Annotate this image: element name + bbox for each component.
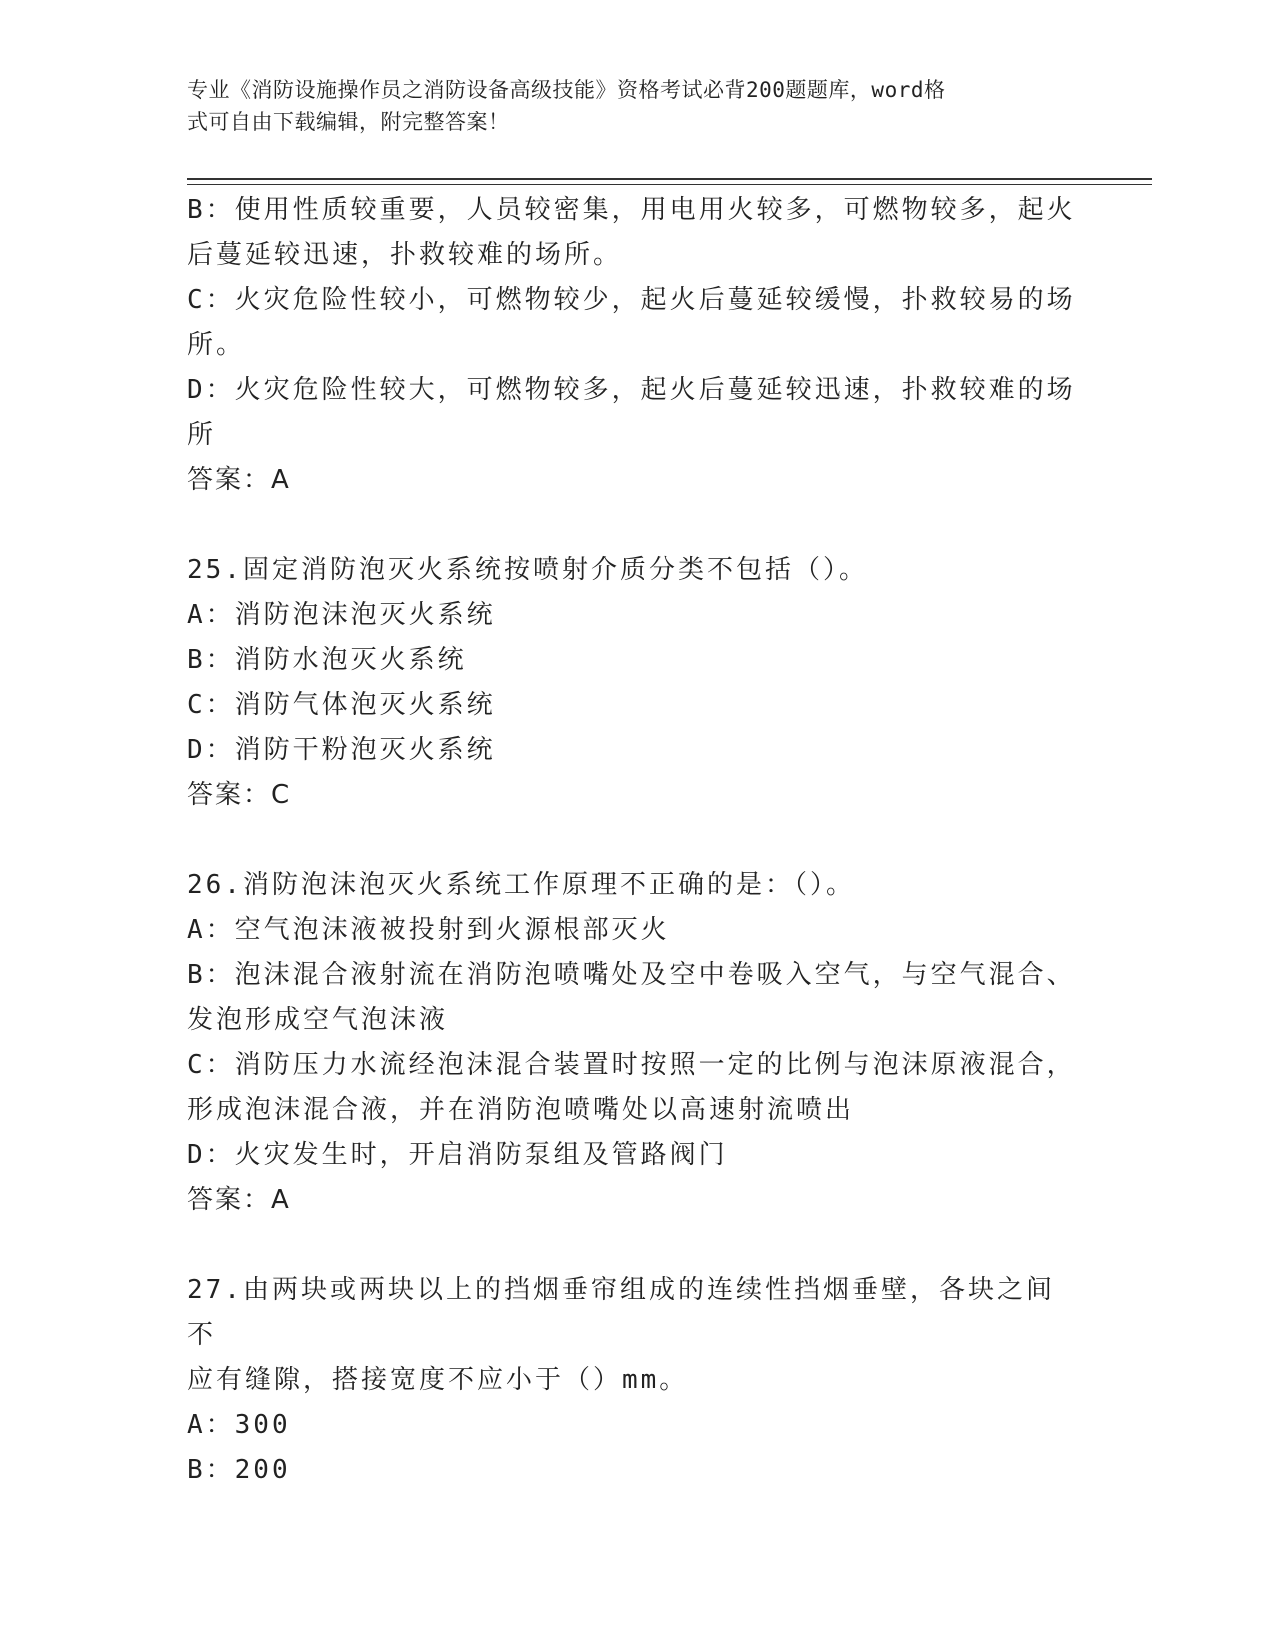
header-line-2: 式可自由下载编辑，附完整答案！ <box>187 110 510 134</box>
q25-option-b: B：消防水泡灭火系统 <box>187 645 467 675</box>
q26-option-a: A：空气泡沫液被投射到火源根部灭火 <box>187 915 670 945</box>
question-24-continued <box>187 188 1077 503</box>
document-header <box>187 74 1067 138</box>
q24-option-c-line-1: C：火灾危险性较小，可燃物较少，起火后蔓延较缓慢，扑救较易的场 <box>187 285 1076 315</box>
q26-option-d: D：火灾发生时，开启消防泵组及管路阀门 <box>187 1140 728 1170</box>
question-26 <box>187 863 1077 1223</box>
q24-option-d-line-2: 所 <box>187 420 217 450</box>
q25-option-d: D：消防干粉泡灭火系统 <box>187 735 496 765</box>
q24-option-c-line-2: 所。 <box>187 330 246 360</box>
q26-question: 26.消防泡沫泡灭火系统工作原理不正确的是：（）。 <box>187 870 855 900</box>
q24-option-d-line-1: D：火灾危险性较大，可燃物较多，起火后蔓延较迅速，扑救较难的场 <box>187 375 1076 405</box>
q26-option-c-line-2: 形成泡沫混合液，并在消防泡喷嘴处以高速射流喷出 <box>187 1095 855 1125</box>
question-25 <box>187 548 1077 818</box>
header-divider-thin <box>187 184 1152 185</box>
q27-question-line-2: 应有缝隙，搭接宽度不应小于（）mm。 <box>187 1365 689 1395</box>
q24-answer: 答案：A <box>187 465 291 495</box>
question-27 <box>187 1268 1077 1493</box>
q26-answer: 答案：A <box>187 1185 291 1215</box>
q25-option-a: A：消防泡沫泡灭火系统 <box>187 600 496 630</box>
q27-option-b: B：200 <box>187 1455 291 1485</box>
q26-option-b-line-2: 发泡形成空气泡沫液 <box>187 1005 449 1035</box>
q26-option-b-line-1: B：泡沫混合液射流在消防泡喷嘴处及空中卷吸入空气，与空气混合、 <box>187 960 1076 990</box>
spacer <box>187 818 1077 863</box>
header-line-1: 专业《消防设施操作员之消防设备高级技能》资格考试必背200题题库，word格 <box>187 78 946 102</box>
document-body <box>187 188 1077 1493</box>
q27-question-line-1: 27.由两块或两块以上的挡烟垂帘组成的连续性挡烟垂壁，各块之间不 <box>187 1275 1055 1350</box>
q27-option-a: A：300 <box>187 1410 291 1440</box>
q25-answer: 答案：C <box>187 780 292 810</box>
q24-option-b-line-2: 后蔓延较迅速，扑救较难的场所。 <box>187 240 623 270</box>
spacer <box>187 1223 1077 1268</box>
header-divider-thick <box>187 178 1152 180</box>
q26-option-c-line-1: C：消防压力水流经泡沫混合装置时按照一定的比例与泡沫原液混合， <box>187 1050 1076 1080</box>
q25-question: 25.固定消防泡灭火系统按喷射介质分类不包括（）。 <box>187 555 868 585</box>
q24-option-b-line-1: B：使用性质较重要，人员较密集，用电用火较多，可燃物较多，起火 <box>187 195 1076 225</box>
q25-option-c: C：消防气体泡灭火系统 <box>187 690 496 720</box>
spacer <box>187 503 1077 548</box>
